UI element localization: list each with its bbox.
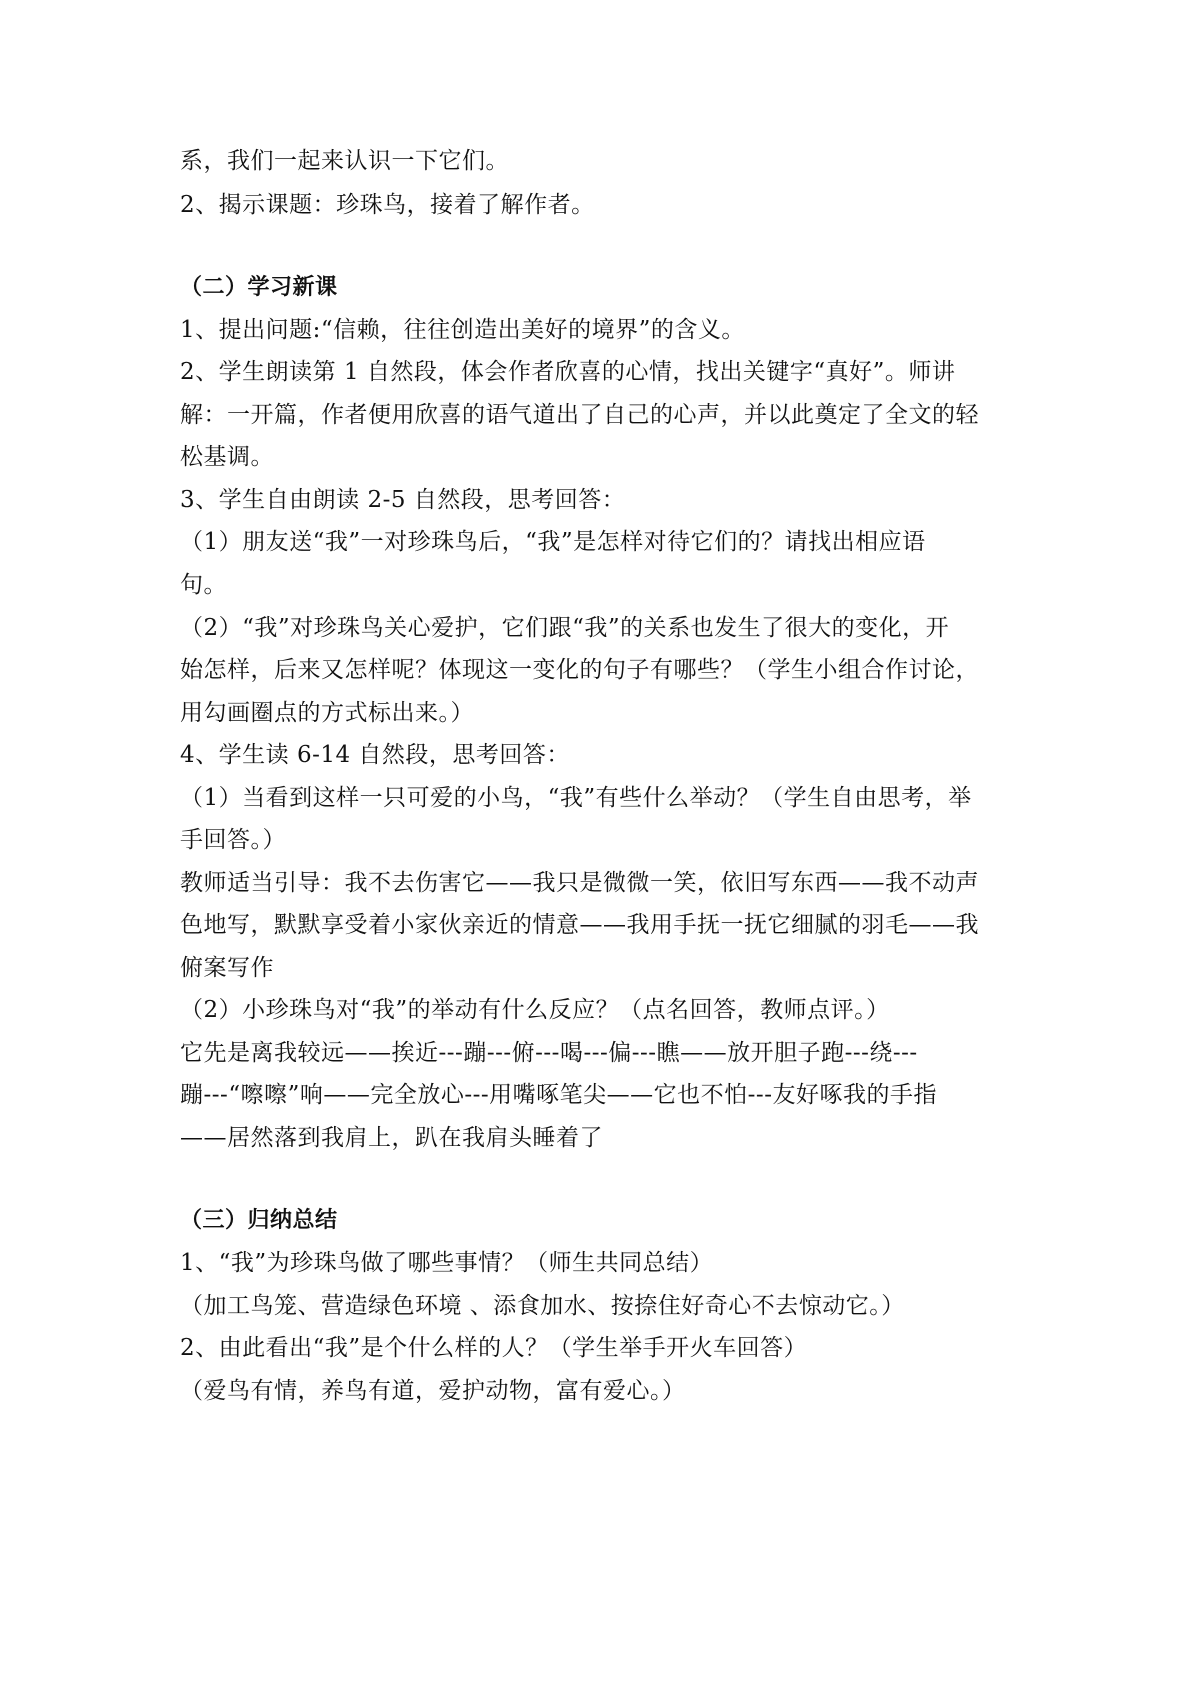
text-line: （爱鸟有情，养鸟有道，爱护动物，富有爱心。） <box>180 1378 686 1404</box>
text-line: （2）“我”对珍珠鸟关心爱护，它们跟“我”的关系也发生了很大的变化，开 <box>180 615 950 641</box>
text-line: （1）当看到这样一只可爱的小鸟，“我”有些什么举动？（学生自由思考，举 <box>180 785 972 811</box>
text-line: 始怎样，后来又怎样呢？体现这一变化的句子有哪些？（学生小组合作讨论， <box>180 657 979 683</box>
text-line: 句。 <box>180 572 227 598</box>
text-line: （2）小珍珠鸟对“我”的举动有什么反应？（点名回答，教师点评。） <box>180 997 890 1023</box>
text-line: 2、揭示课题：珍珠鸟，接着了解作者。 <box>180 192 595 218</box>
text-line: 俯案写作 <box>180 955 274 981</box>
text-line: 2、学生朗读第 1 自然段，体会作者欣喜的心情，找出关键字“真好”。师讲 <box>180 359 956 385</box>
text-line: 1、提出问题:“信赖，往往创造出美好的境界”的含义。 <box>180 317 745 343</box>
section-heading-2: （二）学习新课 <box>180 275 338 300</box>
text-line: 3、学生自由朗读 2-5 自然段，思考回答： <box>180 487 626 513</box>
text-line: （1）朋友送“我”一对珍珠鸟后，“我”是怎样对待它们的？请找出相应语 <box>180 529 926 555</box>
text-line: 教师适当引导：我不去伤害它——我只是微微一笑，依旧写东西——我不动声 <box>180 870 979 896</box>
section-heading-3: （三）归纳总结 <box>180 1208 338 1233</box>
text-line: 色地写，默默享受着小家伙亲近的情意——我用手抚一抚它细腻的羽毛——我 <box>180 912 979 938</box>
text-line: 用勾画圈点的方式标出来。） <box>180 700 474 726</box>
text-line: 手回答。） <box>180 827 286 853</box>
text-line: （加工鸟笼、营造绿色环境 、添食加水、按捺住好奇心不去惊动它。） <box>180 1293 905 1319</box>
text-line: 2、由此看出“我”是个什么样的人？（学生举手开火车回答） <box>180 1335 808 1361</box>
text-line: 松基调。 <box>180 444 274 470</box>
text-line: 解：一开篇，作者便用欣喜的语气道出了自己的心声，并以此奠定了全文的轻 <box>180 402 979 428</box>
text-line: 1、“我”为珍珠鸟做了哪些事情？（师生共同总结） <box>180 1250 714 1276</box>
text-line: 它先是离我较远——挨近---蹦---俯---喝---偏---瞧——放开胆子跑---绕--- <box>180 1040 918 1066</box>
text-line: 蹦---“嚓嚓”响——完全放心---用嘴啄笔尖——它也不怕---友好啄我的手指 <box>180 1082 937 1108</box>
text-line: ——居然落到我肩上，趴在我肩头睡着了 <box>180 1125 603 1151</box>
text-line: 4、学生读 6-14 自然段，思考回答： <box>180 742 570 768</box>
text-line: 系，我们一起来认识一下它们。 <box>180 148 509 174</box>
